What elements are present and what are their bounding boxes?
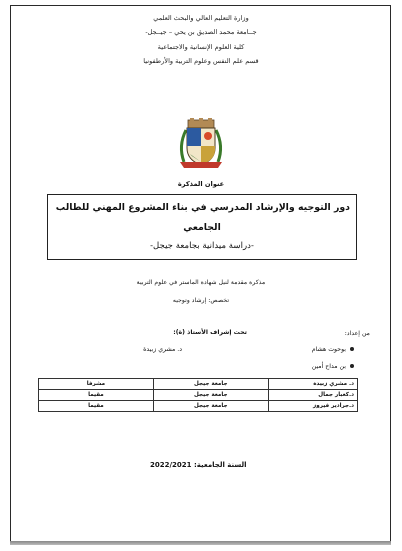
jury-name: د.كعبار جمال (268, 390, 357, 401)
supervisor-label: تحت إشراف الأستاذ (ة): (173, 329, 247, 336)
faculty-line: كلية العلوم الإنسانية والاجتماعية (157, 43, 245, 51)
table-row (39, 390, 358, 401)
university-line: جــامعة محمد الصديق بن يحي – جيــجل- (145, 28, 257, 36)
specialty-line: تخصص: إرشاد وتوجيه (172, 297, 230, 304)
university-emblem-icon (174, 116, 228, 170)
jury-university: جامعة جيجل (153, 379, 268, 390)
jury-role: مقيما (39, 401, 154, 412)
prepared-by-label: من إعداد: (344, 330, 370, 337)
degree-line: مذكرة مقدمة لنيل شهادة الماستر في علوم التربية (136, 279, 266, 286)
title-box (47, 194, 357, 260)
jury-role: مقيما (39, 390, 154, 401)
student-2: بن مداح أمين (312, 363, 354, 370)
jury-university: جامعة جيجل (153, 390, 268, 401)
table-row (39, 379, 358, 390)
jury-role: مشرفا (39, 379, 154, 390)
thesis-title-line1: دور التوجيه والإرشاد المدرسي في بناء المشروع المهني للطالب (55, 202, 350, 213)
page-shadow (10, 541, 391, 545)
ministry-line: وزارة التعليم العالي والبحث العلمي (153, 14, 249, 22)
thesis-title-line2: الجامعي (183, 222, 221, 233)
bullet-icon (350, 347, 354, 351)
jury-name: د.جرادير فيروز (268, 401, 357, 412)
bullet-icon (350, 364, 354, 368)
jury-name: د. مشري زبيدة (268, 379, 357, 390)
department-line: قسم علم النفس وعلوم التربية والأرطفونيا (143, 57, 259, 65)
memo-title-label: عنوان المذكرة (177, 180, 225, 188)
table-row (39, 401, 358, 412)
academic-year: السنة الجامعية: 2022/2021 (150, 461, 247, 469)
jury-university: جامعة جيجل (153, 401, 268, 412)
student-1: بوحوت هشام (312, 346, 354, 353)
supervisor-name: د. مشري زبيدة (143, 346, 182, 353)
jury-table (38, 378, 358, 412)
thesis-subtitle: -دراسة ميدانية بجامعة جيجل- (150, 241, 254, 251)
